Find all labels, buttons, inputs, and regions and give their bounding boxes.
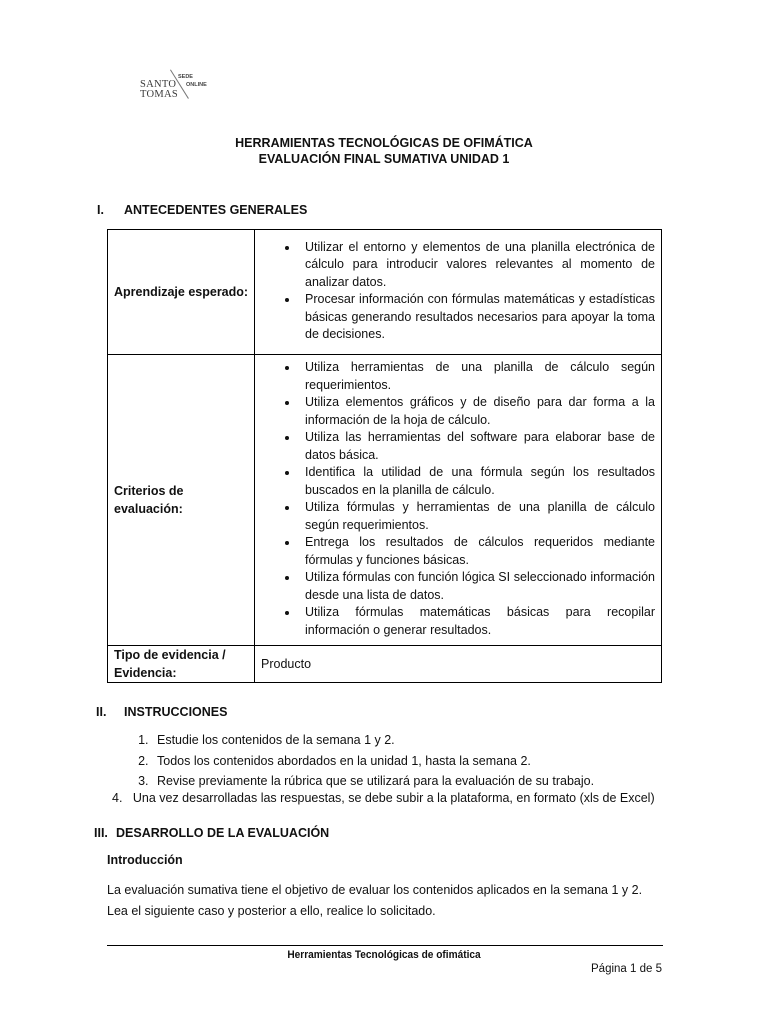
label-cell: Tipo de evidencia / Evidencia: <box>108 646 255 683</box>
list-item: • Identifica la utilidad de una fórmula según los resultados buscados en la planilla de cálculo. <box>299 464 655 499</box>
santo-tomas-logo <box>136 66 228 112</box>
logo-sede: SEDE <box>178 74 193 80</box>
table-row <box>108 230 662 355</box>
footer-title: Herramientas Tecnológicas de ofimática <box>287 949 481 961</box>
table-row <box>108 646 662 683</box>
logo-online: ONLINE <box>186 82 207 88</box>
section-number: III. <box>94 826 108 840</box>
value-cell: Producto <box>255 646 662 683</box>
list-item: 1. Estudie los contenidos de la semana 1 y 2. <box>152 730 712 751</box>
value-cell <box>255 355 662 646</box>
table-row <box>108 355 662 646</box>
document-subtitle: EVALUACIÓN FINAL SUMATIVA UNIDAD 1 <box>258 152 510 166</box>
list-item: • Utiliza fórmulas con función lógica SI seleccionado información desde una lista de datos. <box>299 569 655 604</box>
label-cell: Aprendizaje esperado: <box>108 230 255 355</box>
list-item: • Procesar información con fórmulas matemáticas y estadísticas básicas generando resultados necesarios para apoyar la toma de decisiones. <box>299 291 655 344</box>
list-item: • Utiliza fórmulas matemáticas básicas para recopilar información o generar resultados. <box>299 604 655 639</box>
page-number: Página 1 de 5 <box>591 963 662 975</box>
section-number: I. <box>97 203 104 217</box>
instruction-item-4: 4. Una vez desarrolladas las respuestas, se debe subir a la plataforma, en formato (xls de Excel) <box>112 791 655 805</box>
document-title: HERRAMIENTAS TECNOLÓGICAS DE OFIMÁTICA <box>235 136 533 150</box>
logo-line-2: TOMAS <box>140 89 179 100</box>
logo-wordmark <box>140 80 178 100</box>
section-heading-3 <box>94 826 330 840</box>
intro-heading: Introducción <box>107 853 183 867</box>
section-number: II. <box>96 705 107 719</box>
list-item: 3. Revise previamente la rúbrica que se utilizará para la evaluación de su trabajo. <box>152 771 712 792</box>
value-cell <box>255 230 662 355</box>
section-label: INSTRUCCIONES <box>124 705 228 719</box>
section-heading-1 <box>97 203 308 217</box>
learning-outcomes-list <box>255 235 661 350</box>
list-item: • Utiliza las herramientas del software para elaborar base de datos básica. <box>299 429 655 464</box>
section-label: ANTECEDENTES GENERALES <box>124 203 308 217</box>
label-cell: Criterios de evaluación: <box>108 355 255 646</box>
list-item: • Utilizar el entorno y elementos de una planilla electrónica de cálculo para introducir valores relevantes al momento de analizar datos. <box>299 239 655 292</box>
list-item: • Entrega los resultados de cálculos requeridos mediante fórmulas y funciones básicas. <box>299 534 655 569</box>
footer-divider <box>107 945 663 946</box>
section-heading-2 <box>96 705 228 719</box>
section-label: DESARROLLO DE LA EVALUACIÓN <box>116 826 330 840</box>
list-item: 2. Todos los contenidos abordados en la unidad 1, hasta la semana 2. <box>152 751 712 772</box>
list-item: • Utiliza fórmulas y herramientas de una planilla de cálculo según requerimientos. <box>299 499 655 534</box>
intro-paragraph: La evaluación sumativa tiene el objetivo de evaluar los contenidos aplicados en la semana 1 y 2. Lea el siguiente caso y posterior a ello, realice lo solicitado. <box>107 883 643 918</box>
list-item: • Utiliza elementos gráficos y de diseño para dar forma a la información de la hoja de cálculo. <box>299 394 655 429</box>
evaluation-criteria-list <box>255 355 661 645</box>
general-info-table <box>107 229 662 683</box>
instructions-list <box>107 730 712 792</box>
logo-line-1: SANTO <box>140 79 177 90</box>
list-item: • Utiliza herramientas de una planilla de cálculo según requerimientos. <box>299 359 655 394</box>
